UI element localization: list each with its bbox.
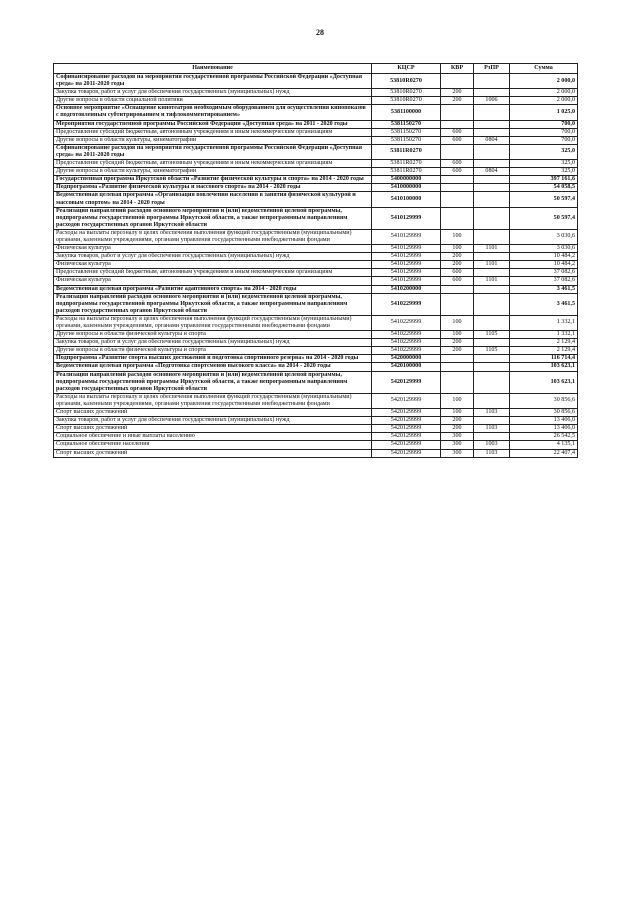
cell-kvr: [441, 207, 474, 229]
cell-kvr: 200: [441, 425, 474, 433]
cell-sum: 54 058,5: [510, 184, 578, 192]
cell-sum: 397 161,6: [510, 176, 578, 184]
cell-rzpr: [474, 269, 510, 277]
cell-name: Спорт высших достижений: [54, 409, 372, 417]
cell-kcsr: 5410129999: [372, 245, 441, 253]
cell-kvr: 200: [441, 253, 474, 261]
cell-sum: 4 135,1: [510, 441, 578, 449]
cell-kvr: 200: [441, 417, 474, 425]
header-rzpr: РзПР: [474, 64, 510, 74]
cell-name: Закупка товаров, работ и услуг для обеспечения государственных (муниципальных) нужд: [54, 417, 372, 425]
cell-kvr: [441, 355, 474, 363]
cell-name: Ведомственная целевая программа «Подготовка спортсменов высокого класса» на 2014 - 2020 годы: [54, 363, 372, 371]
cell-name: Основное мероприятие «Оснащение кинотеатров необходимым оборудованием для осуществления кинопоказов с подготовленным субтитрированием и тифлокомментированием»: [54, 105, 372, 120]
cell-kvr: 200: [441, 347, 474, 355]
cell-sum: 3 461,5: [510, 293, 578, 315]
table-row: [54, 168, 578, 176]
cell-kcsr: 5410129999: [372, 269, 441, 277]
cell-kvr: [441, 144, 474, 159]
cell-rzpr: 0804: [474, 168, 510, 176]
cell-kcsr: 5400000000: [372, 176, 441, 184]
cell-rzpr: [474, 120, 510, 128]
cell-kvr: 300: [441, 449, 474, 457]
cell-sum: 30 856,6: [510, 393, 578, 408]
cell-kvr: 600: [441, 160, 474, 168]
cell-kcsr: 5381150270: [372, 128, 441, 136]
cell-name: Софинансирование расходов на мероприятия государственной программы Российской Федерации «Доступная среда» на 2011-2020 годы: [54, 144, 372, 159]
cell-kcsr: 5420129999: [372, 449, 441, 457]
cell-sum: 1 332,1: [510, 315, 578, 330]
cell-sum: 3 030,6: [510, 245, 578, 253]
cell-kvr: [441, 192, 474, 207]
cell-rzpr: [474, 176, 510, 184]
cell-rzpr: 1101: [474, 261, 510, 269]
cell-rzpr: 1103: [474, 409, 510, 417]
cell-kvr: 100: [441, 393, 474, 408]
cell-name: Социальное обеспечение населения: [54, 441, 372, 449]
cell-kvr: 200: [441, 339, 474, 347]
cell-kvr: 200: [441, 261, 474, 269]
cell-rzpr: [474, 371, 510, 393]
table-row: [54, 331, 578, 339]
cell-name: Закупка товаров, работ и услуг для обеспечения государственных (муниципальных) нужд: [54, 253, 372, 261]
table-row: [54, 184, 578, 192]
cell-name: Закупка товаров, работ и услуг для обеспечения государственных (муниципальных) нужд: [54, 89, 372, 97]
table-row: [54, 417, 578, 425]
cell-rzpr: [474, 74, 510, 89]
header-kvr: КВР: [441, 64, 474, 74]
cell-sum: 2 000,0: [510, 97, 578, 105]
cell-name: Физическая культура: [54, 245, 372, 253]
table-row: [54, 97, 578, 105]
cell-kvr: 100: [441, 409, 474, 417]
table-body: [54, 74, 578, 458]
cell-sum: 700,0: [510, 128, 578, 136]
cell-sum: 22 407,4: [510, 449, 578, 457]
cell-kcsr: 5381150270: [372, 120, 441, 128]
cell-kcsr: 5410100000: [372, 192, 441, 207]
cell-kcsr: 5410229999: [372, 293, 441, 315]
cell-rzpr: [474, 229, 510, 244]
cell-name: Мероприятия государственной программы Российской Федерации «Доступная среда» на 2011 - 2020 годы: [54, 120, 372, 128]
cell-sum: 26 542,5: [510, 433, 578, 441]
cell-kvr: 100: [441, 245, 474, 253]
cell-kvr: 600: [441, 168, 474, 176]
cell-name: Физическая культура: [54, 261, 372, 269]
cell-name: Другие вопросы в области физической культуры и спорта: [54, 347, 372, 355]
cell-rzpr: [474, 184, 510, 192]
cell-kvr: [441, 371, 474, 393]
table-row: [54, 160, 578, 168]
table-row: [54, 74, 578, 89]
cell-sum: 2 129,4: [510, 339, 578, 347]
cell-name: Предоставление субсидий бюджетным, автономным учреждениям и иным некоммерческим организациям: [54, 128, 372, 136]
header-kcsr: КЦСР: [372, 64, 441, 74]
cell-rzpr: [474, 89, 510, 97]
cell-sum: 325,0: [510, 168, 578, 176]
cell-kcsr: 5410229999: [372, 347, 441, 355]
cell-kcsr: 5410129999: [372, 229, 441, 244]
cell-sum: 103 623,1: [510, 371, 578, 393]
cell-sum: 2 129,4: [510, 347, 578, 355]
cell-rzpr: [474, 293, 510, 315]
cell-name: Физическая культура: [54, 277, 372, 285]
cell-rzpr: 1105: [474, 347, 510, 355]
cell-name: Другие вопросы в области физической культуры и спорта: [54, 331, 372, 339]
table-row: [54, 315, 578, 330]
cell-rzpr: 1103: [474, 449, 510, 457]
cell-kvr: 600: [441, 128, 474, 136]
table-row: [54, 269, 578, 277]
cell-rzpr: [474, 192, 510, 207]
cell-kcsr: 5410000000: [372, 184, 441, 192]
cell-name: Расходы на выплаты персоналу в целях обеспечения выполнения функций государственными (муниципальными) органами, казенными учреждениями, органами управления государственными внебюджетными фондами: [54, 393, 372, 408]
cell-name: Подпрограмма «Развитие физической культуры и массового спорта» на 2014 - 2020 годы: [54, 184, 372, 192]
table-row: [54, 136, 578, 144]
cell-name: Другие вопросы в области культуры, кинематографии: [54, 168, 372, 176]
table-row: [54, 277, 578, 285]
cell-name: Реализация направлений расходов основного мероприятия и (или) ведомственной целевой программы, подпрограммы государственной программы Иркутской области, а также непрограммным направлениям расходов государственных органов Иркутской области: [54, 293, 372, 315]
table-row: [54, 105, 578, 120]
table-row: [54, 433, 578, 441]
table-row: [54, 449, 578, 457]
table-row: [54, 245, 578, 253]
table-row: [54, 363, 578, 371]
cell-sum: 37 082,6: [510, 269, 578, 277]
cell-kvr: 300: [441, 433, 474, 441]
cell-kvr: [441, 363, 474, 371]
cell-name: Социальное обеспечение и иные выплаты населению: [54, 433, 372, 441]
cell-kcsr: 53810R0270: [372, 74, 441, 89]
cell-kvr: 200: [441, 89, 474, 97]
cell-kcsr: 5381150270: [372, 136, 441, 144]
cell-name: Предоставление субсидий бюджетным, автономным учреждениям и иным некоммерческим организациям: [54, 269, 372, 277]
cell-kcsr: 53811R0270: [372, 144, 441, 159]
cell-name: Расходы на выплаты персоналу в целях обеспечения выполнения функций государственными (муниципальными) органами, казенными учреждениями, органами управления государственными внебюджетными фондами: [54, 229, 372, 244]
cell-name: Софинансирование расходов на мероприятия государственной программы Российской Федерации «Доступная среда» на 2011-2020 годы: [54, 74, 372, 89]
cell-name: Расходы на выплаты персоналу в целях обеспечения выполнения функций государственными (муниципальными) органами, казенными учреждениями, органами управления государственными внебюджетными фондами: [54, 315, 372, 330]
cell-kvr: 600: [441, 277, 474, 285]
cell-kvr: [441, 184, 474, 192]
cell-kcsr: 5410129999: [372, 207, 441, 229]
cell-sum: 50 597,4: [510, 192, 578, 207]
cell-kcsr: 5420129999: [372, 371, 441, 393]
table-row: [54, 393, 578, 408]
table-row: [54, 207, 578, 229]
budget-table: [53, 63, 578, 458]
table-row: [54, 441, 578, 449]
cell-rzpr: [474, 393, 510, 408]
cell-kcsr: 5410229999: [372, 331, 441, 339]
cell-kvr: 600: [441, 136, 474, 144]
cell-name: Ведомственная целевая программа «Организация вовлечения населения в занятия физической культурой и массовым спортом» на 2014 - 2020 годы: [54, 192, 372, 207]
cell-rzpr: 1101: [474, 277, 510, 285]
cell-kvr: 100: [441, 229, 474, 244]
cell-sum: 1 025,0: [510, 105, 578, 120]
table-row: [54, 128, 578, 136]
cell-kcsr: 53810R0270: [372, 89, 441, 97]
cell-kcsr: 5420129999: [372, 409, 441, 417]
cell-kvr: 600: [441, 269, 474, 277]
cell-sum: 325,0: [510, 160, 578, 168]
cell-name: Закупка товаров, работ и услуг для обеспечения государственных (муниципальных) нужд: [54, 339, 372, 347]
cell-kvr: 300: [441, 441, 474, 449]
table-row: [54, 120, 578, 128]
cell-name: Другие вопросы в области социальной политики: [54, 97, 372, 105]
table-row: [54, 285, 578, 293]
cell-kvr: [441, 74, 474, 89]
table-row: [54, 339, 578, 347]
cell-kvr: [441, 120, 474, 128]
header-name: Наименование: [54, 64, 372, 74]
page-number: 28: [316, 28, 324, 37]
cell-rzpr: [474, 144, 510, 159]
table-row: [54, 89, 578, 97]
cell-rzpr: [474, 160, 510, 168]
cell-kcsr: 53811R0270: [372, 168, 441, 176]
cell-rzpr: [474, 315, 510, 330]
table-row: [54, 425, 578, 433]
cell-kcsr: 5420100000: [372, 363, 441, 371]
cell-kcsr: 5410229999: [372, 339, 441, 347]
cell-rzpr: 1103: [474, 425, 510, 433]
cell-kcsr: 5410129999: [372, 277, 441, 285]
header-sum: Сумма: [510, 64, 578, 74]
cell-kcsr: 5410229999: [372, 315, 441, 330]
cell-kvr: [441, 293, 474, 315]
cell-sum: 13 406,0: [510, 425, 578, 433]
cell-kcsr: 5410129999: [372, 253, 441, 261]
cell-rzpr: [474, 417, 510, 425]
table-header-row: [54, 64, 578, 74]
cell-sum: 50 597,4: [510, 207, 578, 229]
cell-kvr: 200: [441, 97, 474, 105]
cell-name: Предоставление субсидий бюджетным, автономным учреждениям и иным некоммерческим организациям: [54, 160, 372, 168]
cell-kcsr: 5420129999: [372, 417, 441, 425]
cell-sum: 3 461,5: [510, 285, 578, 293]
cell-rzpr: [474, 433, 510, 441]
cell-rzpr: [474, 339, 510, 347]
table-row: [54, 229, 578, 244]
cell-rzpr: [474, 105, 510, 120]
cell-sum: 103 623,1: [510, 363, 578, 371]
cell-rzpr: [474, 128, 510, 136]
cell-kvr: 100: [441, 315, 474, 330]
cell-kcsr: 5420000000: [372, 355, 441, 363]
cell-sum: 325,0: [510, 144, 578, 159]
cell-sum: 10 484,2: [510, 261, 578, 269]
table-row: [54, 192, 578, 207]
cell-rzpr: [474, 355, 510, 363]
cell-kcsr: 5420129999: [372, 441, 441, 449]
table-row: [54, 409, 578, 417]
cell-sum: 2 000,0: [510, 89, 578, 97]
cell-rzpr: 1006: [474, 97, 510, 105]
cell-sum: 2 000,0: [510, 74, 578, 89]
table-row: [54, 144, 578, 159]
table-row: [54, 371, 578, 393]
cell-sum: 3 030,6: [510, 229, 578, 244]
cell-rzpr: [474, 253, 510, 261]
cell-sum: 37 082,6: [510, 277, 578, 285]
cell-name: Государственная программа Иркутской области «Развитие физической культуры и спорта» на 2014 - 2020 годы: [54, 176, 372, 184]
cell-kcsr: 53811R0270: [372, 160, 441, 168]
cell-name: Реализация направлений расходов основного мероприятия и (или) ведомственной целевой программы, подпрограммы государственной программы Иркутской области, а также непрограммным направлениям расходов государственных органов Иркутской области: [54, 371, 372, 393]
cell-name: Другие вопросы в области культуры, кинематографии: [54, 136, 372, 144]
cell-sum: 1 332,1: [510, 331, 578, 339]
cell-kcsr: 5381100000: [372, 105, 441, 120]
cell-kvr: [441, 176, 474, 184]
cell-kcsr: 5410200000: [372, 285, 441, 293]
cell-sum: 30 856,6: [510, 409, 578, 417]
cell-rzpr: 0804: [474, 136, 510, 144]
cell-kcsr: 5420129999: [372, 425, 441, 433]
table-row: [54, 253, 578, 261]
cell-name: Подпрограмма «Развитие спорта высших достижений и подготовка спортивного резерва» на 2014 - 2020 годы: [54, 355, 372, 363]
cell-sum: 700,0: [510, 136, 578, 144]
table-row: [54, 347, 578, 355]
cell-kcsr: 5420129999: [372, 433, 441, 441]
cell-sum: 116 714,4: [510, 355, 578, 363]
cell-rzpr: [474, 285, 510, 293]
cell-sum: 10 484,2: [510, 253, 578, 261]
cell-name: Ведомственная целевая программа «Развитие адаптивного спорта» на 2014 - 2020 годы: [54, 285, 372, 293]
cell-kvr: [441, 285, 474, 293]
cell-rzpr: 1105: [474, 331, 510, 339]
cell-kcsr: 5410129999: [372, 261, 441, 269]
cell-name: Спорт высших достижений: [54, 449, 372, 457]
table-row: [54, 261, 578, 269]
table-row: [54, 176, 578, 184]
table-row: [54, 293, 578, 315]
table-row: [54, 355, 578, 363]
cell-name: Спорт высших достижений: [54, 425, 372, 433]
cell-kvr: 100: [441, 331, 474, 339]
cell-kcsr: 53810R0270: [372, 97, 441, 105]
cell-rzpr: [474, 207, 510, 229]
cell-sum: 700,0: [510, 120, 578, 128]
cell-rzpr: [474, 363, 510, 371]
cell-rzpr: 1101: [474, 245, 510, 253]
cell-kvr: [441, 105, 474, 120]
cell-kcsr: 5420129999: [372, 393, 441, 408]
cell-name: Реализация направлений расходов основного мероприятия и (или) ведомственной целевой программы, подпрограммы государственной программы Иркутской области, а также непрограммным направлениям расходов государственных органов Иркутской области: [54, 207, 372, 229]
cell-sum: 13 406,0: [510, 417, 578, 425]
cell-rzpr: 1003: [474, 441, 510, 449]
